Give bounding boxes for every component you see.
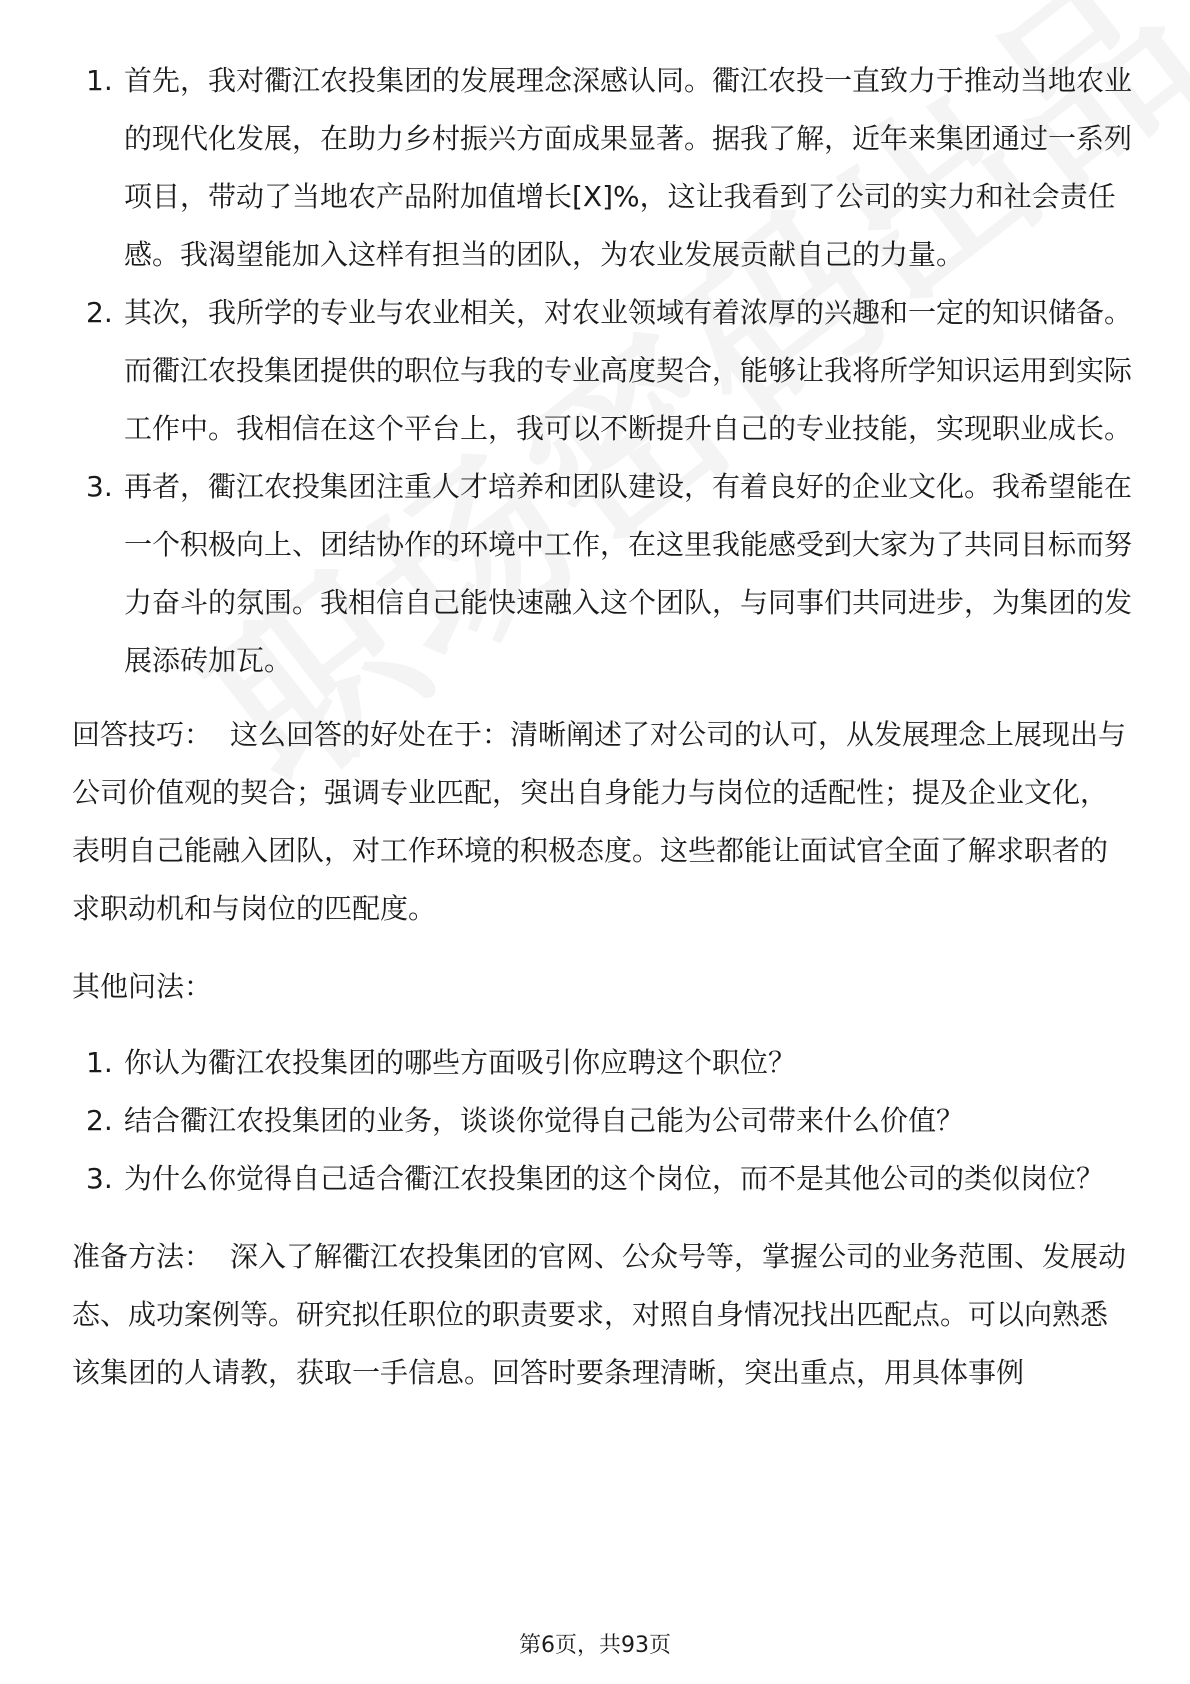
tips-paragraph <box>72 706 1132 938</box>
page-number: 第6页，共93页 <box>519 1633 671 1658</box>
list-item <box>72 52 1132 284</box>
other-questions-heading: 其他问法： <box>72 970 213 1003</box>
list-number: 3. <box>86 470 113 503</box>
list-number: 2. <box>86 296 113 329</box>
prep-text: 深入了解衢江农投集团的官网、公众号等，掌握公司的业务范围、发展动态、成功案例等。研究拟任职位的职责要求，对照自身情况找出匹配点。可以向熟悉该集团的人请教，获取一手信息。回答时要条理清晰，突出重点，用具体事例 <box>72 1240 1127 1389</box>
list-number: 1. <box>86 1046 113 1079</box>
list-text: 再者，衢江农投集团注重人才培养和团队建设，有着良好的企业文化。我希望能在一个积极向上、团结协作的环境中工作，在这里我能感受到大家为了共同目标而努力奋斗的氛围。我相信自己能快速融入这个团队，与同事们共同进步，为集团的发展添砖加瓦。 <box>124 470 1133 677</box>
prep-paragraph <box>72 1228 1132 1402</box>
reasons-list <box>72 52 1132 690</box>
list-number: 1. <box>86 64 113 97</box>
list-item <box>72 284 1132 458</box>
list-item <box>72 458 1132 690</box>
list-text: 为什么你觉得自己适合衢江农投集团的这个岗位，而不是其他公司的类似岗位？ <box>124 1162 1105 1195</box>
list-text: 首先，我对衢江农投集团的发展理念深感认同。衢江农投一直致力于推动当地农业的现代化发展，在助力乡村振兴方面成果显著。据我了解，近年来集团通过一系列项目，带动了当地农产品附加值增长[X]%，这让我看到了公司的实力和社会责任感。我渴望能加入这样有担当的团队，为农业发展贡献自己的力量。 <box>124 64 1133 271</box>
list-text: 你认为衢江农投集团的哪些方面吸引你应聘这个职位？ <box>124 1046 797 1079</box>
tips-label: 回答技巧： <box>72 718 213 751</box>
list-number: 3. <box>86 1162 113 1195</box>
list-item <box>72 1034 1132 1092</box>
page-content <box>72 52 1132 1402</box>
list-text: 其次，我所学的专业与农业相关，对农业领域有着浓厚的兴趣和一定的知识储备。而衢江农投集团提供的职位与我的专业高度契合，能够让我将所学知识运用到实际工作中。我相信在这个平台上，我可以不断提升自己的专业技能，实现职业成长。 <box>124 296 1133 445</box>
tips-text: 这么回答的好处在于：清晰阐述了对公司的认可，从发展理念上展现出与公司价值观的契合；强调专业匹配，突出自身能力与岗位的适配性；提及企业文化，表明自己能融入团队，对工作环境的积极态度。这些都能让面试官全面了解求职者的求职动机和与岗位的匹配度。 <box>72 718 1127 925</box>
prep-label: 准备方法： <box>72 1240 213 1273</box>
list-text: 结合衢江农投集团的业务，谈谈你觉得自己能为公司带来什么价值？ <box>124 1104 965 1137</box>
other-questions-list <box>72 1034 1132 1208</box>
list-number: 2. <box>86 1104 113 1137</box>
list-item <box>72 1092 1132 1150</box>
list-item <box>72 1150 1132 1208</box>
